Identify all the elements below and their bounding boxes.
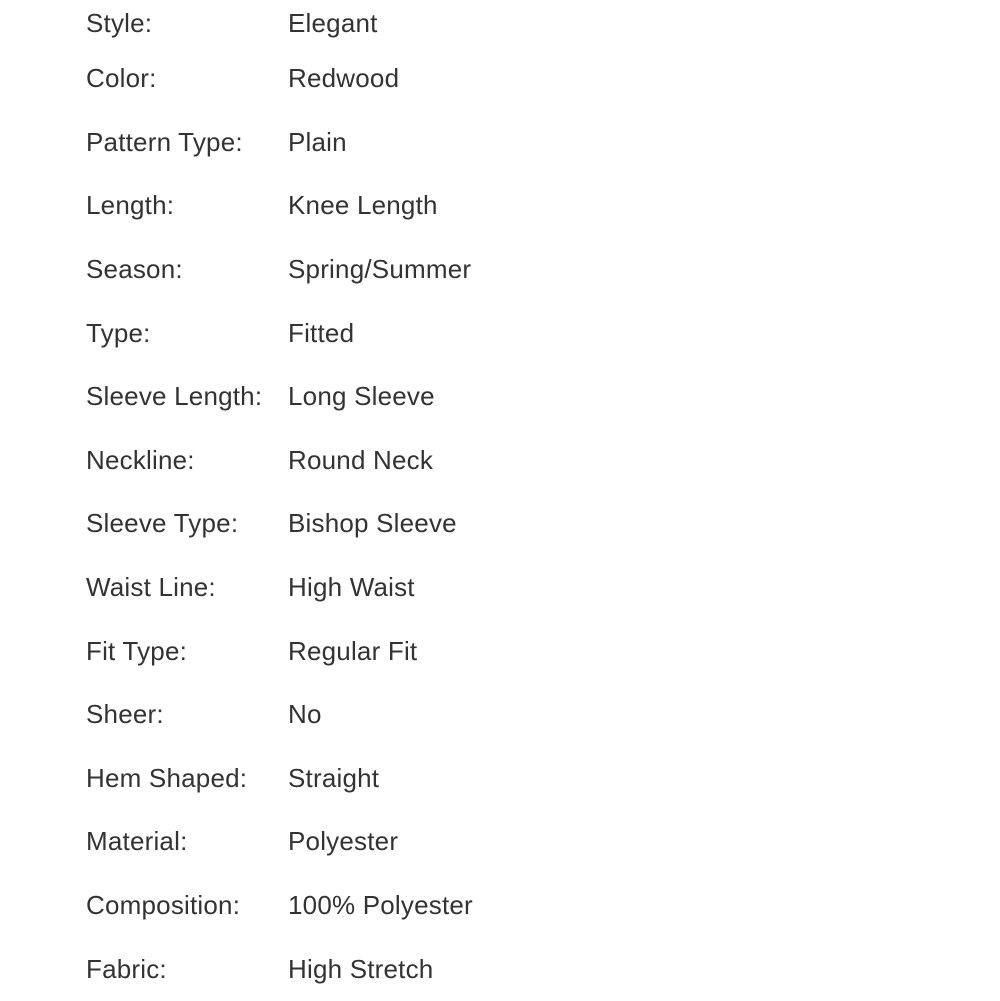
spec-label: Pattern Type: [86,126,243,157]
spec-value: 100% Polyester [288,890,473,921]
spec-value: Straight [288,762,380,793]
spec-value: Round Neck [288,444,434,475]
spec-row-sleeve-type [86,492,966,556]
spec-label: Season: [86,254,183,285]
spec-label: Length: [86,190,175,221]
spec-row-style [86,0,966,47]
spec-value: High Stretch [288,953,434,984]
spec-value: High Waist [288,572,415,603]
spec-row-fabric [86,937,966,1001]
product-spec-list [86,0,966,1001]
spec-value: Polyester [288,826,399,857]
spec-label: Sleeve Type: [86,508,239,539]
spec-label: Hem Shaped: [86,762,248,793]
spec-label: Waist Line: [86,572,216,603]
spec-label: Fit Type: [86,635,188,666]
spec-value: Long Sleeve [288,381,435,412]
spec-row-type [86,301,966,365]
spec-row-waist-line [86,556,966,620]
spec-value: No [288,699,322,730]
spec-row-sheer [86,683,966,747]
spec-row-season [86,238,966,302]
spec-label: Neckline: [86,444,195,475]
spec-label: Sleeve Length: [86,381,263,412]
spec-label: Fabric: [86,953,167,984]
spec-value: Elegant [288,8,378,38]
spec-label: Color: [86,63,157,94]
spec-value: Knee Length [288,190,438,221]
spec-row-neckline [86,429,966,493]
spec-label: Type: [86,317,151,348]
spec-row-composition [86,874,966,938]
spec-value: Redwood [288,63,400,94]
spec-label: Sheer: [86,699,164,730]
spec-value: Regular Fit [288,635,418,666]
spec-label: Material: [86,826,188,857]
spec-value: Bishop Sleeve [288,508,457,539]
spec-row-color [86,47,966,111]
spec-value: Plain [288,126,347,157]
spec-value: Spring/Summer [288,254,472,285]
spec-row-length [86,174,966,238]
spec-label: Style: [86,8,153,38]
spec-row-hem-shaped [86,747,966,811]
spec-value: Fitted [288,317,355,348]
spec-label: Composition: [86,890,241,921]
spec-row-sleeve-length [86,365,966,429]
spec-row-material [86,810,966,874]
spec-row-fit-type [86,619,966,683]
spec-row-pattern-type [86,111,966,175]
